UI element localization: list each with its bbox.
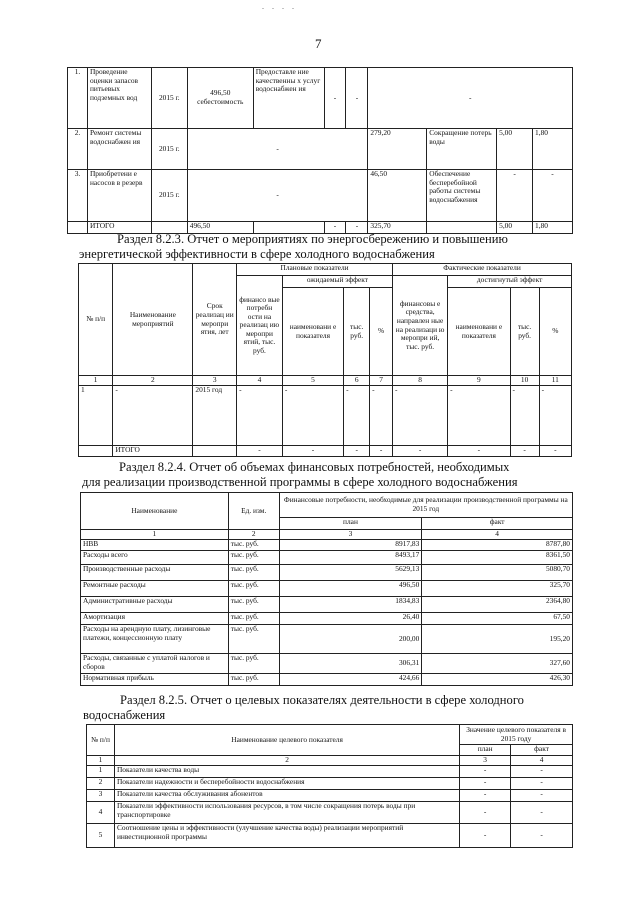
indicator-plan: - (460, 766, 511, 778)
fact-effect: Сокращение потерь воды (427, 129, 497, 170)
col-header-plan: план (460, 745, 511, 756)
fact-percent: 1,80 (533, 129, 573, 170)
column-number: 11 (539, 376, 571, 386)
col-header-ths-rub: тыс. руб. (510, 288, 539, 376)
section-8-2-4-title: Раздел 8.2.4. Отчет об объемах финансовых потребностей, необходимых (119, 460, 510, 474)
indicator-name: Показатели качества обслуживания абонентов (114, 790, 459, 802)
column-number: 10 (510, 376, 539, 386)
fact-value: - (497, 170, 533, 222)
expense-name: Расходы всего (81, 551, 229, 565)
column-number: 4 (511, 756, 573, 766)
expense-unit: тыс. руб. (228, 625, 279, 654)
energy-saving-table (78, 263, 572, 457)
table-row (87, 824, 573, 848)
table-header-row (81, 493, 573, 518)
section-8-2-4-subtitle: для реализации производственной программы в сфере холодного водоснабжения (82, 475, 518, 489)
column-number: 6 (344, 376, 370, 386)
expense-name: Административные расходы (81, 597, 229, 613)
table-row (87, 790, 573, 802)
table-row (81, 581, 573, 597)
column-number: 1 (81, 530, 229, 540)
expense-fact: 327,60 (422, 654, 573, 674)
expense-plan: 496,50 (279, 581, 422, 597)
table-row (81, 674, 573, 686)
expense-fact: 195,20 (422, 625, 573, 654)
cell-value: - (393, 386, 448, 446)
table-row (87, 802, 573, 824)
fact-finance: 46,50 (368, 170, 427, 222)
column-numbers-row (87, 756, 573, 766)
cell-value: - (282, 386, 343, 446)
table-row (87, 778, 573, 790)
measure-name: - (113, 386, 193, 446)
col-header-unit: Ед. изм. (228, 493, 279, 530)
expense-fact: 67,50 (422, 613, 573, 625)
row-number: 3. (68, 170, 88, 222)
cell-value: - (510, 386, 539, 446)
page-number: 7 (315, 36, 322, 51)
column-number: 3 (460, 756, 511, 766)
cell-value: - (282, 446, 343, 457)
table-row (79, 386, 572, 446)
indicator-fact: - (511, 802, 573, 824)
row-number: 3 (87, 790, 115, 802)
col-header-percent: % (539, 288, 571, 376)
expense-unit: тыс. руб. (228, 565, 279, 581)
col-header-term: Срок реализац ии меропри ятия, лет (193, 264, 237, 376)
col-header-plan: план (279, 518, 422, 530)
financial-needs-table (80, 492, 573, 686)
row-number: 5 (87, 824, 115, 848)
cell-value: - (448, 446, 510, 457)
indicator-name: Показатели качества воды (114, 766, 459, 778)
table-row (81, 540, 573, 551)
total-label: ИТОГО (87, 222, 151, 234)
row-number: 4 (87, 802, 115, 824)
table-row (81, 625, 573, 654)
expense-name: Производственные расходы (81, 565, 229, 581)
indicator-fact: - (511, 766, 573, 778)
table-header-row (79, 264, 572, 276)
indicator-fact: - (511, 824, 573, 848)
total-planned-value: - (324, 222, 346, 234)
cell-value: - (539, 446, 571, 457)
table-row (81, 551, 573, 565)
col-header-indicator: наименовани е показателя (282, 288, 343, 376)
fact-value: 5,00 (497, 129, 533, 170)
col-header-name: Наименование (81, 493, 229, 530)
section-8-2-5-subtitle: водоснабжения (83, 708, 166, 722)
col-header-target-value: Значение целевого показателя в 2015 году (460, 725, 573, 745)
expense-unit: тыс. руб. (228, 581, 279, 597)
cell-value: - (448, 386, 510, 446)
col-header-ths-rub: тыс. руб. (344, 288, 370, 376)
section-8-2-3-title: Раздел 8.2.3. Отчет о мероприятиях по энергосбережению и повышению (117, 232, 508, 246)
col-header-fact: факт (511, 745, 573, 756)
column-number: 3 (279, 530, 422, 540)
total-planned-percent: - (346, 222, 368, 234)
table-header-row (87, 725, 573, 745)
planned-percent: - (346, 68, 368, 129)
expense-name: Расходы на арендную плату, лизинговые платежи, концессионную плату (81, 625, 229, 654)
expense-unit: тыс. руб. (228, 654, 279, 674)
measure-year: 2015 г. (151, 68, 187, 129)
row-number: 1. (68, 68, 88, 129)
planned-effect: - (187, 170, 368, 222)
expense-name: Расходы, связанные с уплатой налогов и сборов (81, 654, 229, 674)
table-row (87, 766, 573, 778)
col-header-indicator-name: Наименование целевого показателя (114, 725, 459, 756)
expense-name: Нормативная прибыль (81, 674, 229, 686)
column-number: 7 (370, 376, 393, 386)
fact-finance: 279,20 (368, 129, 427, 170)
expense-plan: 200,00 (279, 625, 422, 654)
section-8-2-3-subtitle: энергетической эффективности в сфере холодного водоснабжения (79, 247, 435, 261)
column-number: 2 (113, 376, 193, 386)
indicator-plan: - (460, 778, 511, 790)
section-8-2-5-title: Раздел 8.2.5. Отчет о целевых показателях деятельности в сфере холодного (120, 693, 524, 707)
expense-fact: 5080,70 (422, 565, 573, 581)
column-number: 3 (193, 376, 237, 386)
expense-unit: тыс. руб. (228, 674, 279, 686)
col-header-number: № п/п (87, 725, 115, 756)
expense-plan: 306,31 (279, 654, 422, 674)
measure-term: 2015 год (193, 386, 237, 446)
measure-year: 2015 г. (151, 170, 187, 222)
expense-plan: 26,40 (279, 613, 422, 625)
column-number: 4 (422, 530, 573, 540)
col-header-plan: Плановые показатели (237, 264, 393, 276)
column-number: 5 (282, 376, 343, 386)
fact-percent: - (533, 170, 573, 222)
row-number: 1 (79, 386, 113, 446)
indicator-plan: - (460, 790, 511, 802)
table-row (81, 613, 573, 625)
indicator-fact: - (511, 778, 573, 790)
expense-plan: 5629,13 (279, 565, 422, 581)
column-number: 2 (114, 756, 459, 766)
fact-effect: Обеспечение бесперебойной работы системы водоснабжения (427, 170, 497, 222)
col-header-expected-effect: ожидаемый эффект (282, 276, 392, 288)
planned-effect: - (187, 129, 368, 170)
cell-value: - (344, 386, 370, 446)
column-number: 9 (448, 376, 510, 386)
expense-unit: тыс. руб. (228, 613, 279, 625)
indicator-name: Показатели надежности и бесперебойности водоснабжения (114, 778, 459, 790)
indicator-name: Показатели эффективности использования ресурсов, в том числе сокращения потерь воды при транспортировке (114, 802, 459, 824)
measure-name: Ремонт системы водоснабжен ия (87, 129, 151, 170)
indicator-plan: - (460, 824, 511, 848)
column-number: 4 (237, 376, 283, 386)
expense-plan: 424,66 (279, 674, 422, 686)
col-header-name: Наименование мероприятий (113, 264, 193, 376)
total-label: ИТОГО (113, 446, 193, 457)
measures-continuation-table (67, 67, 573, 234)
fact-effect: - (368, 68, 573, 129)
expense-unit: тыс. руб. (228, 597, 279, 613)
table-total-row (79, 446, 572, 457)
column-number: 8 (393, 376, 448, 386)
table-row (68, 170, 573, 222)
cell-value: - (510, 446, 539, 457)
expense-fact: 325,70 (422, 581, 573, 597)
expense-name: Амортизация (81, 613, 229, 625)
row-number: 1 (87, 766, 115, 778)
expense-fact: 426,30 (422, 674, 573, 686)
target-indicators-table (86, 724, 573, 848)
planned-value: - (324, 68, 346, 129)
row-number: 2. (68, 129, 88, 170)
table-row (81, 565, 573, 581)
cell-value: - (539, 386, 571, 446)
expense-name: Ремонтные расходы (81, 581, 229, 597)
indicator-plan: - (460, 802, 511, 824)
measure-name: Проведение оценки запасов питьевых подземных вод (87, 68, 151, 129)
col-header-number: № п/п (79, 264, 113, 376)
indicator-name: Соотношение цены и эффективности (улучшение качества воды) реализации мероприятий инвестиционной программы (114, 824, 459, 848)
expense-plan: 8493,17 (279, 551, 422, 565)
total-cost: 496,50 (187, 222, 253, 234)
column-number: 2 (228, 530, 279, 540)
column-numbers-row (81, 530, 573, 540)
col-header-plan-finance: финансо вые потребн ости на реализац ию меропри ятий, тыс. руб. (237, 276, 283, 376)
expense-fact: 8361,50 (422, 551, 573, 565)
total-fact-percent: 1,80 (533, 222, 573, 234)
cell-value: - (393, 446, 448, 457)
col-header-achieved-effect: достигнутый эффект (448, 276, 572, 288)
measure-cost: 496,50 себестоимость (187, 68, 253, 129)
indicator-fact: - (511, 790, 573, 802)
cell-value: - (370, 386, 393, 446)
scan-marks: . . . . (262, 2, 297, 11)
expense-plan: 8917,83 (279, 540, 422, 551)
total-fact-value: 5,00 (497, 222, 533, 234)
total-fact-finance: 325,70 (368, 222, 427, 234)
col-header-fact-finance: финансовы е средства, направлен ные на реализаци ю меропри ий, тыс. руб. (393, 276, 448, 376)
expense-unit: тыс. руб. (228, 551, 279, 565)
cell-value: - (237, 386, 283, 446)
measure-year: 2015 г. (151, 129, 187, 170)
expense-plan: 1834,83 (279, 597, 422, 613)
column-number: 1 (87, 756, 115, 766)
col-header-financial-needs: Финансовые потребности, необходимые для реализации производственной программы на 2015 год (279, 493, 572, 518)
cell-value: - (370, 446, 393, 457)
expense-name: НВВ (81, 540, 229, 551)
row-number: 2 (87, 778, 115, 790)
expense-fact: 8787,80 (422, 540, 573, 551)
measure-name: Приобретени е насосов в резерв (87, 170, 151, 222)
col-header-fact: факт (422, 518, 573, 530)
table-row (68, 68, 573, 129)
column-number: 1 (79, 376, 113, 386)
expense-unit: тыс. руб. (228, 540, 279, 551)
col-header-percent: % (370, 288, 393, 376)
cell-value: - (237, 446, 283, 457)
table-row (81, 597, 573, 613)
table-row (81, 654, 573, 674)
table-row (68, 129, 573, 170)
col-header-indicator: наименовани е показателя (448, 288, 510, 376)
planned-effect: Предоставле ние качественны х услуг водоснабжен ия (253, 68, 324, 129)
cell-value: - (344, 446, 370, 457)
column-numbers-row (79, 376, 572, 386)
expense-fact: 2364,80 (422, 597, 573, 613)
col-header-fact: Фактические показатели (393, 264, 572, 276)
